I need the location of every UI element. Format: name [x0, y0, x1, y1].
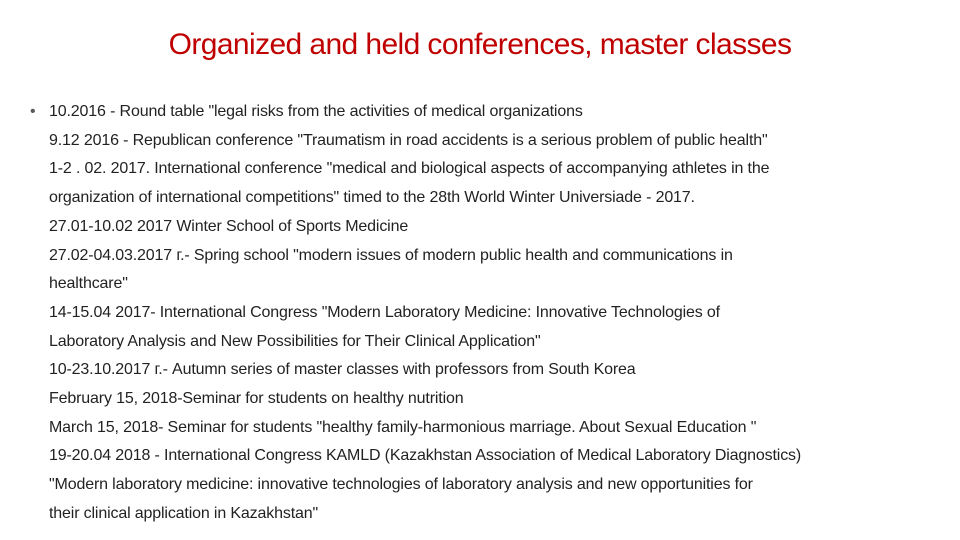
text-line: Laboratory Analysis and New Possibilities for Their Clinical Application" — [49, 332, 541, 350]
text-line: 14-15.04 2017- International Congress "Modern Laboratory Medicine: Innovative Technologies of — [49, 303, 720, 321]
text-line: 27.01-10.02 2017 Winter School of Sports Medicine — [49, 217, 409, 235]
text-line: their clinical application in Kazakhstan" — [49, 504, 319, 522]
text-line: February 15, 2018-Seminar for students on healthy nutrition — [49, 390, 464, 408]
text-line: March 15, 2018- Seminar for students "healthy family-harmonious marriage. About Sexual Education " — [49, 418, 757, 436]
text-line: 10-23.10.2017 г.- Autumn series of master classes with professors from South Korea — [49, 361, 636, 379]
bullet-item — [30, 98, 930, 529]
bullet-dot-icon: • — [30, 103, 36, 120]
text-line: healthcare" — [49, 275, 128, 293]
text-line: 10.2016 - Round table "legal risks from the activities of medical organizations — [49, 103, 583, 120]
slide-title: Organized and held conferences, master classes — [168, 28, 792, 61]
text-line: 9.12 2016 - Republican conference "Traumatism in road accidents is a serious problem of public health" — [49, 131, 768, 149]
slide-body — [30, 98, 930, 529]
text-line: "Modern laboratory medicine: innovative technologies of laboratory analysis and new opportunities for — [49, 476, 753, 494]
text-line: 1-2 . 02. 2017. International conference "medical and biological aspects of accompanying athletes in the — [49, 160, 770, 178]
text-line: organization of international competitions" timed to the 28th World Winter Universiade - 2017. — [49, 189, 695, 207]
text-line: 19-20.04 2018 - International Congress KAMLD (Kazakhstan Association of Medical Laboratory Diagnostics) — [49, 447, 802, 465]
text-line: 27.02-04.03.2017 г.- Spring school "modern issues of modern public health and communications in — [49, 246, 733, 264]
